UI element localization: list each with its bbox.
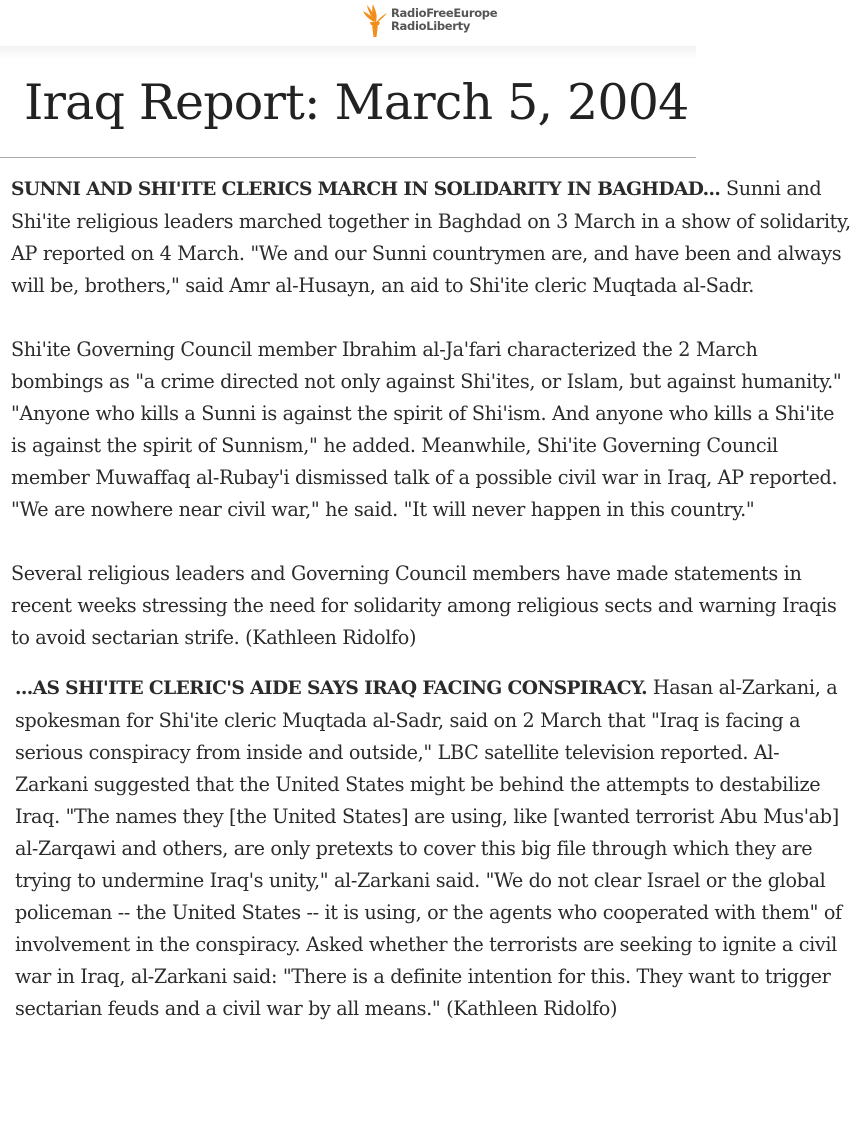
logo-line-1: RadioFreeEurope xyxy=(391,6,498,20)
page-title: Iraq Report: March 5, 2004 xyxy=(24,74,689,131)
article-2-headline: ...AS SHI'ITE CLERIC'S AIDE SAYS IRAQ FACING CONSPIRACY. xyxy=(15,678,648,699)
article-2-paragraph-1-text: Hasan al-Zarkani, a spokesman for Shi'ite cleric Muqtada al-Sadr, said on 2 March that "Iraq is facing a serious conspiracy from inside and outside," LBC satellite television reported. Al-Zarkani suggested that the United States might be behind the attempts to destabilize Iraq. "The names they [the United States] are using, like [wanted terrorist Abu Mus'ab] al-Zarqawi and others, are only pretexts to cover this big file through which they are trying to undermine Iraq's unity," al-Zarkani said. "We do not clear Israel or the global policeman -- the United States -- it is using, or the agents who cooperated with them" of involvement in the conspiracy. Asked whether the terrorists are seeking to ignite a civil war in Iraq, al-Zarkani said: "There is a definite intention for this. They want to trigger sectarian feuds and a civil war by all means." (Kathleen Ridolfo) xyxy=(15,676,842,1020)
article-1-headline: SUNNI AND SHI'ITE CLERICS MARCH IN SOLIDARITY IN BAGHDAD... xyxy=(11,179,721,200)
site-header xyxy=(0,0,856,44)
torch-icon xyxy=(362,2,388,38)
article-1-paragraph-1-text: Sunni and Shi'ite religious leaders marched together in Baghdad on 3 March in a show of solidarity, AP reported on 4 March. "We and our Sunni countrymen are, and have been and always will be, brothers," said Amr al-Husayn, an aid to Shi'ite cleric Muqtada al-Sadr. xyxy=(11,177,851,297)
logo-line-2: RadioLiberty xyxy=(391,19,471,33)
article-2-paragraph-1 xyxy=(11,672,851,1025)
article-1-paragraph-2: Shi'ite Governing Council member Ibrahim al-Ja'fari characterized the 2 March bombings as "a crime directed not only against Shi'ites, or Islam, but against humanity." "Anyone who kills a Sunni is against the spirit of Shi'ism. And anyone who kills a Shi'ite is against the spirit of Sunnism," he added. Meanwhile, Shi'ite Governing Council member Muwaffaq al-Rubay'i dismissed talk of a possible civil war in Iraq, AP reported. "We are nowhere near civil war," he said. "It will never happen in this country." xyxy=(11,338,842,521)
header-shadow xyxy=(0,46,696,60)
article-1-paragraph-1 xyxy=(11,173,851,302)
logo-wordmark xyxy=(391,7,497,33)
article-1-paragraph-3: Several religious leaders and Governing Council members have made statements in recent weeks stressing the need for solidarity among religious sects and warning Iraqis to avoid sectarian strife. (Kathleen Ridolfo) xyxy=(11,562,837,649)
rferl-logo[interactable] xyxy=(362,2,497,38)
title-divider xyxy=(0,157,696,158)
article-body xyxy=(11,173,851,1025)
